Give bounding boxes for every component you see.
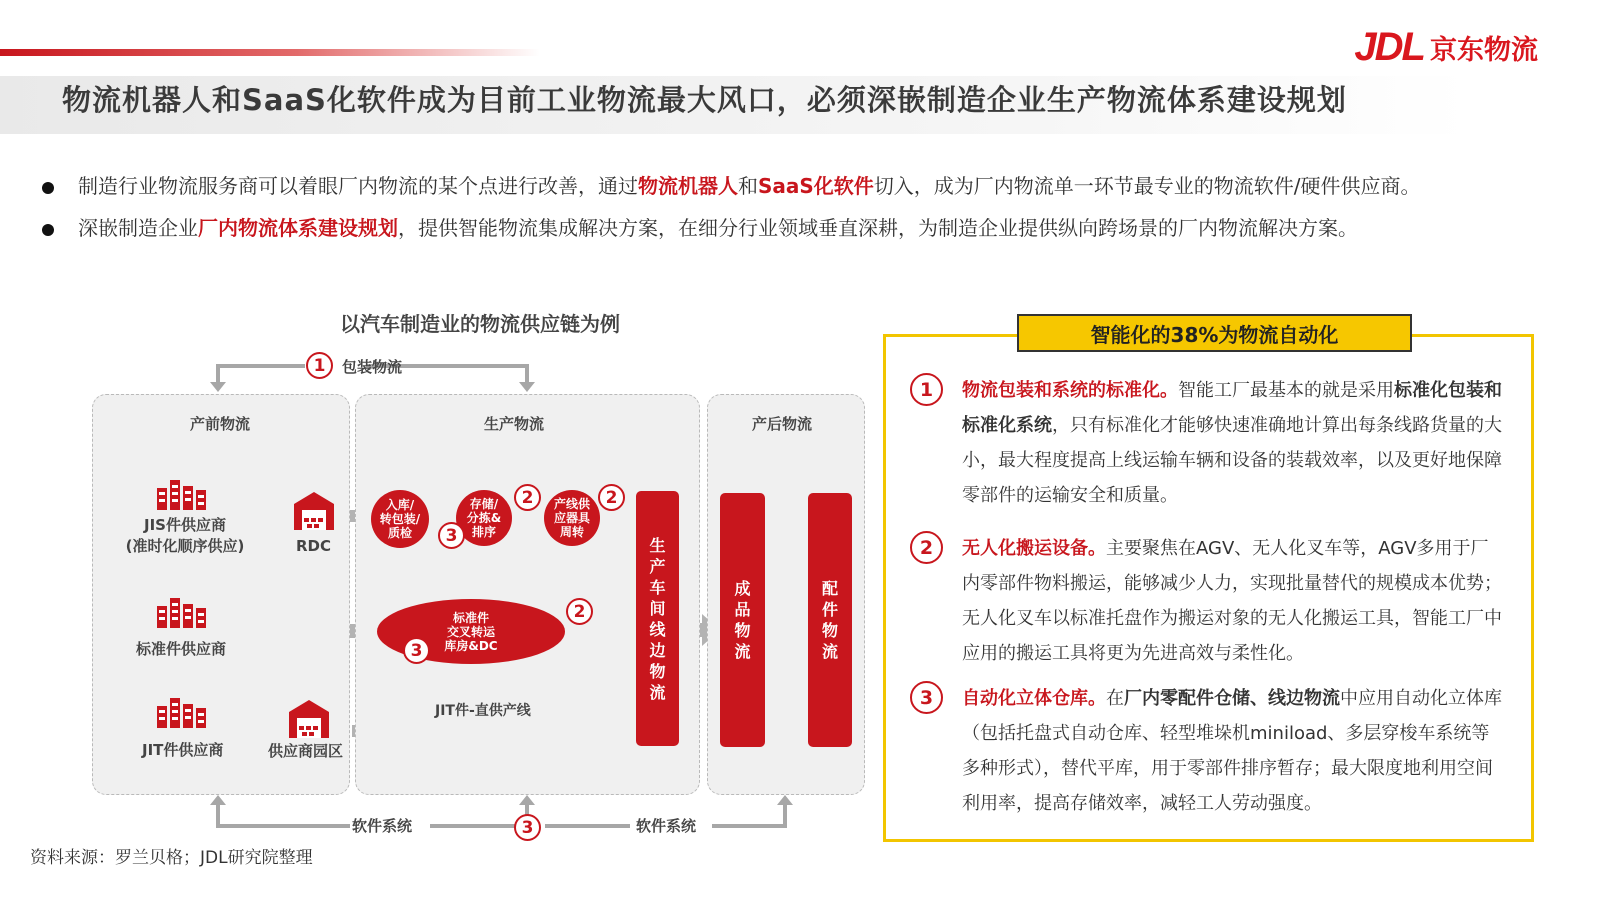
panel-title: 产后物流 (752, 415, 813, 433)
item-title: 无人化搬运设备。 (962, 538, 1106, 559)
item-text: 中应用自动化立体库（包括托盘式自动仓库、轻型堆垛机miniload、多层穿梭车系统等多种形式），替代平库，用于零部件排序暂存；最大限度地利用空间利用率，提高存储效率，减轻工人劳动强度。 (962, 688, 1502, 814)
bullet-text: 切入，成为厂内物流单一环节最专业的物流软件/硬件供应商。 (873, 174, 1421, 198)
bullet-highlight: SaaS化软件 (758, 174, 874, 198)
process-crossdock-dc: 标准件 交叉转运 库房&DC (377, 599, 565, 664)
jit-supplier-label: JIT件供应商 (142, 741, 224, 759)
panel-title: 产前物流 (190, 415, 251, 433)
finished-goods-bar (720, 493, 765, 747)
rdc-label: RDC (296, 537, 332, 555)
bullet-text: 制造行业物流服务商可以着眼厂内物流的某个点进行改善，通过 (78, 174, 638, 198)
item-text: 在 (1106, 688, 1124, 709)
bar-label: 配件物流 (822, 579, 839, 661)
parts-logistics-bar (808, 493, 852, 747)
item-title: 物流包装和系统的标准化。 (962, 380, 1178, 401)
item-text: 主要聚焦在AGV、无人化叉车等，AGV多用于厂内零部件物料搬运，能够减少人力，实现批量替代的规模成本优势；无人化叉车以标准托盘作为搬运对象的无人化搬运工具，智能工厂中应用的搬运工具将更为先进高效与柔性化。 (962, 538, 1502, 664)
bullet-text: 深嵌制造企业 (78, 216, 198, 240)
automation-heading: 智能化的38%为物流自动化 (1017, 314, 1412, 352)
bullet-highlight: 物流机器人 (638, 174, 738, 198)
diagram-title: 以汽车制造业的物流供应链为例 (340, 312, 620, 336)
step-number: 3 (438, 522, 465, 549)
warehouse-icon (294, 492, 334, 530)
item-text: ，只有标准化才能够快速准确地计算出每条线路货量的大小，最大程度提高上线运输车辆和设备的装载效率，以及更好地保障零部件的运输安全和质量。 (962, 415, 1502, 506)
item-number: 1 (910, 373, 943, 406)
process-receiving: 入库/ 转包装/ 质检 (371, 490, 429, 548)
warehouse-icon (289, 700, 329, 738)
page-title: 物流机器人和SaaS化软件成为目前工业物流最大风口，必须深嵌制造企业生产物流体系建设规划 (62, 83, 1347, 117)
software-label: 软件系统 (636, 817, 697, 835)
step-number: 3 (403, 637, 430, 664)
software-label: 软件系统 (352, 817, 413, 835)
bar-label: 成品物流 (734, 579, 751, 661)
step-number: 3 (514, 814, 541, 841)
bar-label: 生产车间 线边物流 (649, 535, 666, 702)
bullet-highlight: 厂内物流体系建设规划 (198, 216, 398, 240)
item-emphasis: 厂内零配件仓储、线边物流 (1124, 688, 1340, 709)
item-number: 3 (910, 681, 943, 714)
factory-icon (157, 598, 209, 628)
packaging-label: 包装物流 (342, 358, 403, 376)
step-number: 2 (598, 484, 625, 511)
bullet-text: ，提供智能物流集成解决方案，在细分行业领域垂直深耕，为制造企业提供纵向跨场景的厂内物流解决方案。 (398, 216, 1358, 240)
bullet-text: 和 (738, 174, 758, 198)
factory-icon (157, 698, 209, 728)
jis-supplier-label: JIS件供应商 (准时化顺序供应) (125, 516, 245, 555)
jit-direct-label: JIT件-直供产线 (435, 703, 531, 719)
logo-mark: JDL (1354, 24, 1424, 69)
automation-item (962, 373, 1502, 513)
automation-item (962, 681, 1502, 821)
automation-item (962, 531, 1502, 671)
standard-supplier-label: 标准件供应商 (136, 640, 227, 658)
item-emphasis: 标准化包装和标准化系统 (962, 380, 1502, 436)
process-storage-sorting: 存储/ 分拣& 排序 (456, 490, 512, 546)
logo-name: 京东物流 (1430, 34, 1538, 66)
step-number: 1 (306, 352, 333, 379)
item-text: 智能工厂最基本的就是采用 (1178, 380, 1394, 401)
item-number: 2 (910, 531, 943, 564)
step-number: 2 (566, 598, 593, 625)
panel-title: 生产物流 (484, 415, 545, 433)
step-number: 2 (514, 484, 541, 511)
supplier-park-label: 供应商园区 (268, 742, 344, 760)
item-title: 自动化立体仓库。 (962, 688, 1106, 709)
production-line-bar (636, 491, 679, 746)
process-line-equipment: 产线供 应器具 周转 (544, 490, 600, 546)
source-note: 资料来源：罗兰贝格；JDL研究院整理 (30, 848, 313, 868)
factory-icon (157, 480, 209, 510)
